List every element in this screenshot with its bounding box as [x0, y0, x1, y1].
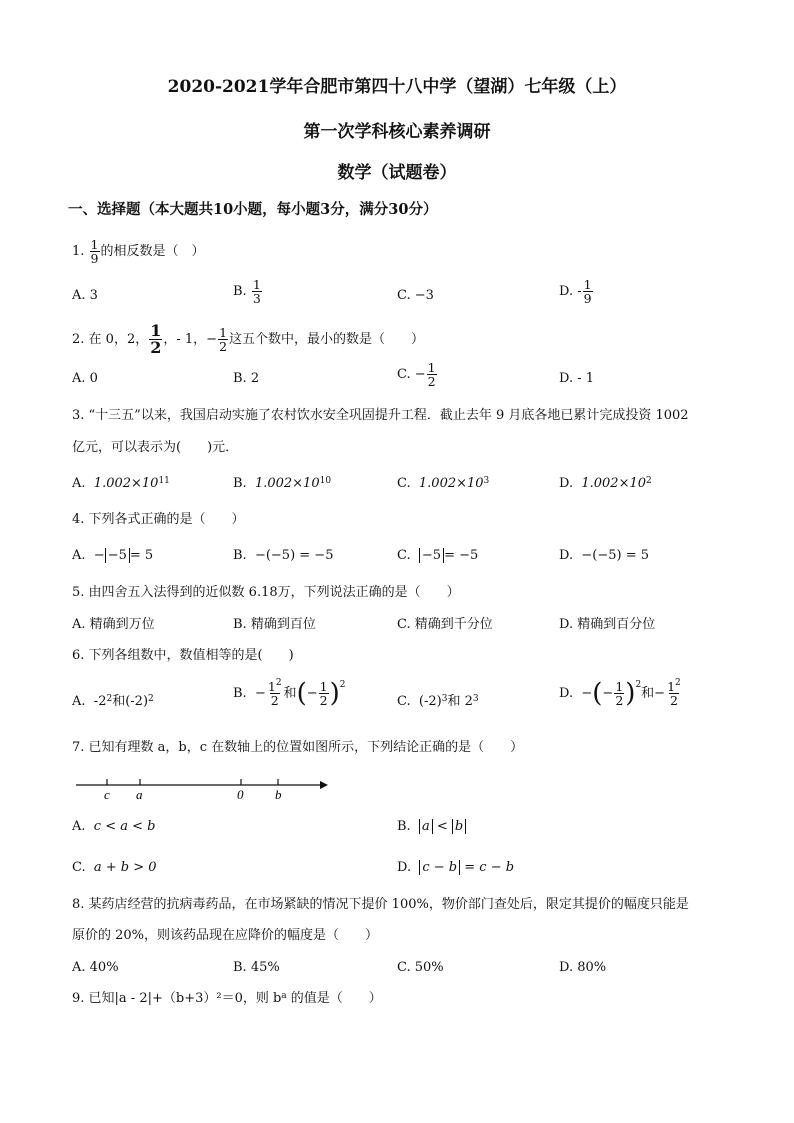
option-b: B. $\frac{1}{3}$ [233, 277, 261, 306]
page-subtitle: 第一次学科核心素养调研 [303, 122, 491, 142]
fraction: $\frac{1}{2}$ [219, 325, 228, 354]
option-b: B. −(−5) = −5 [233, 548, 334, 563]
option-c: C. −5 = −5 [397, 548, 479, 563]
option-c: C. $1.002\times 10^3$ [397, 476, 490, 491]
option-a: A. 精确到万位 [72, 617, 155, 632]
label-zero: 0 [237, 787, 244, 802]
question-7-stem: 7. 已知有理数 a，b，c 在数轴上的位置如图所示，下列结论正确的是（ ） [72, 740, 524, 755]
option-a: A. − −5 = 5 [72, 548, 154, 563]
number-line [74, 770, 334, 802]
option-a: A. 3 [72, 288, 98, 303]
option-a: A. $1.002\times 10^{11}$ [72, 476, 170, 491]
question-4-stem: 4. 下列各式正确的是（ ） [72, 512, 245, 527]
page-subtitle-2: 数学（试题卷） [337, 163, 457, 183]
page-title: 2020-2021学年合肥市第四十八中学（望湖）七年级（上） [167, 77, 627, 97]
question-text: 的相反数是（ ） [100, 244, 205, 259]
option-b: B. $1.002\times 10^{10}$ [233, 476, 332, 491]
question-8-line2: 原价的 20%，则该药品现在应降价的幅度是（ ） [72, 928, 379, 943]
question-3-line2: 亿元，可以表示为( )元． [72, 440, 239, 455]
question-2-stem: 2. 在 0，2， $\frac{1}{2}$ ，- 1，− $\frac{1}{2}$ 这五个数中，最小的数是（ ） [72, 321, 425, 357]
option-c: C. − $\frac{1}{2}$ [397, 360, 436, 389]
option-b: B. − $\frac{1^2}{2}$ 和(− $\frac{1}{2}$ )$^2$ [233, 678, 346, 709]
option-d: D. 精确到百分位 [559, 617, 656, 632]
option-d: D. - 1 [559, 371, 595, 386]
section-heading: 一、选择题（本大题共10小题，每小题3分，满分30分） [68, 201, 438, 218]
label-c: c [104, 787, 110, 802]
question-8-line1: 8. 某药店经营的抗病毒药品，在市场紧缺的情况下提价 100%，物价部门查处后，限定其提价的幅度只能是 [72, 897, 689, 912]
option-c: C. $(-2)^3$和 $2^3$ [397, 694, 479, 709]
option-d: D. $1.002\times 10^2$ [559, 476, 652, 491]
option-b: B. 45% [233, 960, 280, 975]
option-d: D. c − b = c − b [397, 860, 515, 875]
question-number: 1. [72, 244, 85, 259]
label-b: b [275, 787, 282, 802]
option-c: C. 50% [397, 960, 444, 975]
option-b: B. 2 [233, 371, 260, 386]
option-d: D. −(−5) = 5 [559, 548, 649, 563]
question-5-stem: 5. 由四舍五入法得到的近似数 6.18万，下列说法正确的是（ ） [72, 585, 460, 600]
question-3-line1: 3. “十三五”以来，我国启动实施了农村饮水安全巩固提升工程．截止去年 9 月底各地已累计完成投资 1002 [72, 408, 689, 423]
option-b: B. 精确到百位 [233, 617, 316, 632]
option-a: A. $-2^2$和$(-2)^2$ [72, 694, 154, 709]
fraction: $\frac{1}{2}$ [150, 321, 162, 357]
number-line-arrow [320, 781, 328, 789]
option-a: A. 0 [72, 371, 98, 386]
option-a: A. c < a < b [72, 819, 156, 834]
option-d: D. 80% [559, 960, 607, 975]
option-c: C. −3 [397, 288, 434, 303]
question-1-stem [72, 238, 205, 265]
option-d: D. - $\frac{1}{9}$ [559, 277, 592, 306]
label-a: a [136, 787, 143, 802]
option-b: B. a < b [397, 819, 466, 835]
option-c: C. a + b > 0 [72, 860, 157, 875]
question-9-stem: 9. 已知|a - 2|+（b+3）²＝0，则 $b^a$ 的值是（ ） [72, 991, 382, 1006]
option-a: A. 40% [72, 960, 119, 975]
option-c: C. 精确到千分位 [397, 617, 493, 632]
option-d: D. −(− $\frac{1}{2}$ )$^2$和− $\frac{1^2}{2}$ [559, 678, 681, 709]
question-6-stem: 6. 下列各组数中，数值相等的是( ) [72, 648, 294, 663]
fraction: $\frac{1}{9}$ [90, 237, 99, 266]
